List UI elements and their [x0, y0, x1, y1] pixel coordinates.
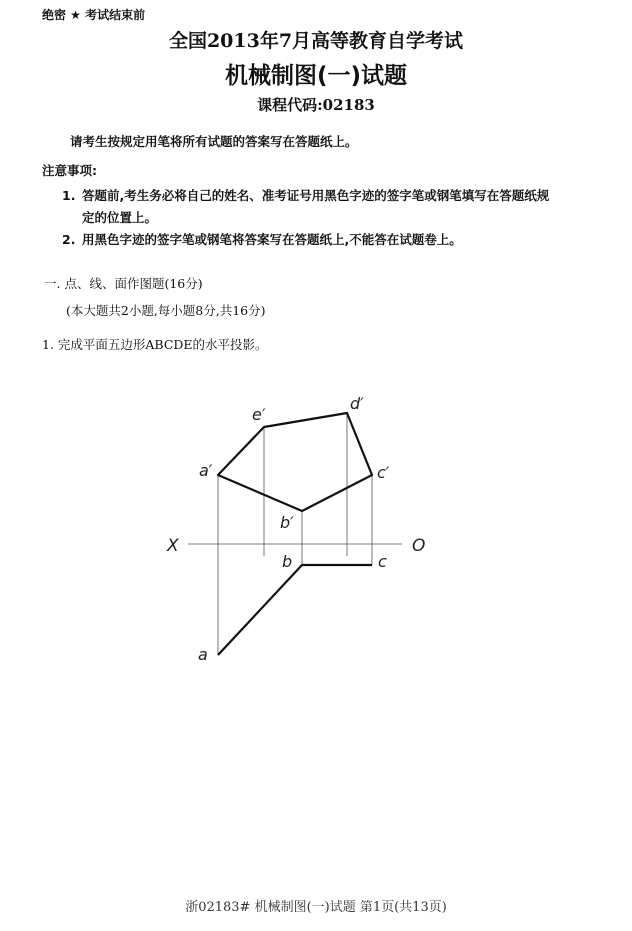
- label-d-prime: d′: [350, 394, 364, 413]
- note-text: 答题前,考生务必将自己的姓名、准考证号用黑色字迹的签字笔或钢笔填写在答题纸规: [82, 188, 550, 203]
- note-text: 用黑色字迹的签字笔或钢笔将答案写在答题纸上,不能答在试题卷上。: [82, 232, 462, 247]
- label-a-prime: a′: [199, 461, 213, 480]
- axis-label-o: O: [412, 536, 426, 556]
- note-number: 2.: [62, 232, 76, 247]
- label-b: b: [282, 552, 293, 571]
- confidential-mark: 绝密 ★ 考试结束前: [42, 8, 146, 22]
- question-1: 1. 完成平面五边形ABCDE的水平投影。: [42, 337, 268, 352]
- label-a: a: [198, 645, 208, 664]
- label-b-prime: b′: [280, 513, 294, 532]
- subject-title: 机械制图(一)试题: [224, 63, 408, 89]
- section-title: 一. 点、线、面作图题(16分): [44, 276, 203, 291]
- note-text-continued: 定的位置上。: [82, 210, 158, 225]
- section-subtitle: (本大题共2小题,每小题8分,共16分): [66, 303, 266, 318]
- answer-instruction: 请考生按规定用笔将所有试题的答案写在答题纸上。: [70, 134, 358, 149]
- label-e-prime: e′: [252, 405, 266, 424]
- exam-title: 全国2013年7月高等教育自学考试: [168, 30, 464, 52]
- pentagon-front-view: [218, 413, 372, 511]
- axis-label-x: X: [167, 536, 179, 556]
- label-c-prime: c′: [377, 463, 390, 482]
- notes-heading: 注意事项:: [42, 163, 97, 178]
- pentagon-top-view-partial: [218, 565, 372, 655]
- course-code: 课程代码:02183: [257, 96, 375, 114]
- note-number: 1.: [62, 188, 76, 203]
- page-footer: 浙02183# 机械制图(一)试题 第1页(共13页): [185, 900, 447, 915]
- label-c: c: [378, 552, 387, 571]
